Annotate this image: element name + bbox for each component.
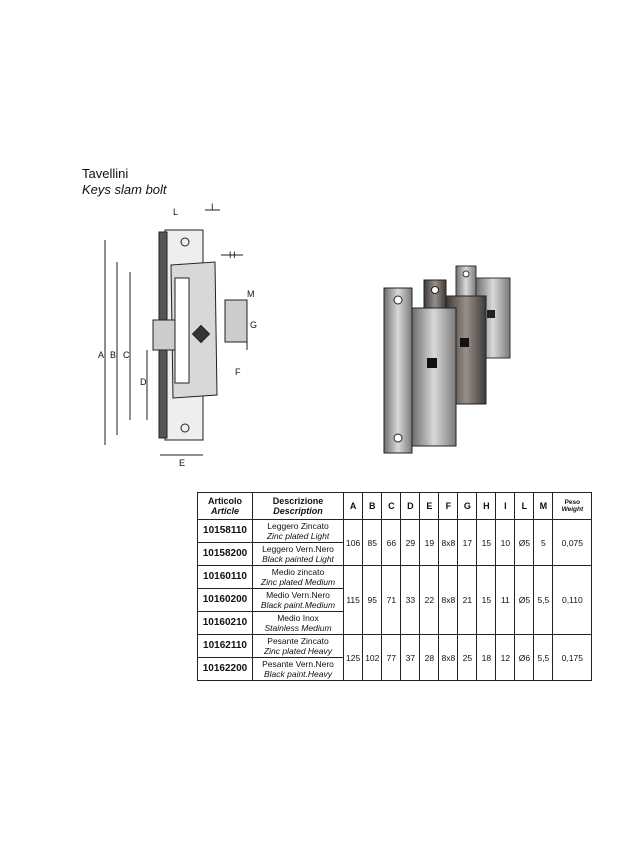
header-i: I — [496, 493, 515, 520]
article-code: 10160210 — [198, 612, 253, 635]
article-code: 10158200 — [198, 543, 253, 566]
header-description-en: Description — [273, 506, 323, 516]
dimension-value: 125 — [344, 635, 363, 681]
description-it: Medio Vern.Nero — [266, 590, 330, 600]
header-article — [198, 493, 253, 520]
article-code: 10162110 — [198, 635, 253, 658]
drawing-label-g: G — [250, 320, 258, 330]
article-code: 10160200 — [198, 589, 253, 612]
description-en: Black paint.Medium — [260, 600, 336, 610]
dimension-value: 5,5 — [534, 635, 553, 681]
description-en: Stainless Medium — [264, 623, 332, 633]
drawing-label-h: H — [229, 250, 236, 260]
dimension-value: 11 — [496, 566, 515, 635]
dimension-value: 10 — [496, 520, 515, 566]
dimension-value: 19 — [420, 520, 439, 566]
description-en: Black painted Light — [262, 554, 334, 564]
drawing-label-c: C — [123, 350, 130, 360]
dimension-value: 102 — [363, 635, 382, 681]
header-article-it: Articolo — [207, 496, 242, 506]
dimension-value: 66 — [382, 520, 401, 566]
header-m: M — [534, 493, 553, 520]
dimension-value: 12 — [496, 635, 515, 681]
description-en: Black paint.Heavy — [263, 669, 333, 679]
dimension-value: Ø6 — [515, 635, 534, 681]
dimension-value: 8x8 — [439, 566, 458, 635]
dimension-value: 0,175 — [553, 635, 592, 681]
drawing-label-a: A — [98, 350, 105, 360]
header-g: G — [458, 493, 477, 520]
dimension-value: 18 — [477, 635, 496, 681]
article-description — [253, 612, 344, 635]
article-code: 10158110 — [198, 520, 253, 543]
header-h: H — [477, 493, 496, 520]
header-article-en: Article — [210, 506, 239, 516]
dimension-value: 22 — [420, 566, 439, 635]
description-en: Zinc plated Heavy — [263, 646, 333, 656]
description-it: Medio Inox — [277, 613, 319, 623]
slam-bolt-large — [384, 288, 456, 453]
dimension-value: 5,5 — [534, 566, 553, 635]
header-description — [253, 493, 344, 520]
header-weight-it: Peso — [564, 499, 581, 506]
dimension-value: 85 — [363, 520, 382, 566]
dimension-value: 37 — [401, 635, 420, 681]
table-body — [198, 520, 592, 681]
table-row — [198, 566, 592, 589]
header-weight — [553, 493, 592, 520]
article-description — [253, 635, 344, 658]
header-a: A — [344, 493, 363, 520]
dimension-value: 15 — [477, 566, 496, 635]
drawing-label-d: D — [140, 377, 147, 387]
dimension-value: 95 — [363, 566, 382, 635]
dimension-value: 0,075 — [553, 520, 592, 566]
dimension-value: 8x8 — [439, 520, 458, 566]
table-row — [198, 520, 592, 543]
description-it: Pesante Zincato — [267, 636, 329, 646]
dimension-value: 17 — [458, 520, 477, 566]
drawing-label-i: I — [211, 202, 214, 212]
table-header-row — [198, 493, 592, 520]
drawing-label-e: E — [179, 458, 186, 468]
article-code: 10162200 — [198, 658, 253, 681]
dimension-value: 15 — [477, 520, 496, 566]
header-l: L — [515, 493, 534, 520]
drawing-label-l: L — [173, 207, 179, 217]
description-en: Zinc plated Light — [266, 531, 330, 541]
header-description-it: Descrizione — [272, 496, 324, 506]
description-en: Zinc plated Medium — [260, 577, 336, 587]
header-weight-en: Weight — [561, 506, 584, 513]
description-it: Leggero Vern.Nero — [262, 544, 334, 554]
technical-drawing — [95, 200, 270, 470]
article-description — [253, 520, 344, 543]
dimension-value: 5 — [534, 520, 553, 566]
article-code: 10160110 — [198, 566, 253, 589]
dimension-value: 21 — [458, 566, 477, 635]
dimension-value: Ø5 — [515, 566, 534, 635]
article-description — [253, 589, 344, 612]
article-description — [253, 658, 344, 681]
dimension-value: Ø5 — [515, 520, 534, 566]
product-photo — [372, 258, 532, 458]
title-italian: Tavellini — [82, 166, 129, 181]
article-description — [253, 543, 344, 566]
header-b: B — [363, 493, 382, 520]
dimension-value: 29 — [401, 520, 420, 566]
header-d: D — [401, 493, 420, 520]
header-c: C — [382, 493, 401, 520]
dimension-value: 115 — [344, 566, 363, 635]
drawing-label-m: M — [247, 289, 255, 299]
description-it: Pesante Vern.Nero — [262, 659, 334, 669]
title-english: Keys slam bolt — [82, 182, 167, 197]
dimension-value: 8x8 — [439, 635, 458, 681]
dimension-value: 71 — [382, 566, 401, 635]
drawing-label-f: F — [235, 367, 241, 377]
table-row — [198, 635, 592, 658]
dimension-value: 25 — [458, 635, 477, 681]
dimension-value: 28 — [420, 635, 439, 681]
header-f: F — [439, 493, 458, 520]
dimension-value: 0,110 — [553, 566, 592, 635]
header-e: E — [420, 493, 439, 520]
page-heading — [82, 166, 167, 198]
description-it: Medio zincato — [271, 567, 325, 577]
drawing-label-b: B — [110, 350, 117, 360]
dimension-value: 106 — [344, 520, 363, 566]
dimension-value: 33 — [401, 566, 420, 635]
description-it: Leggero Zincato — [267, 521, 329, 531]
article-description — [253, 566, 344, 589]
dimension-value: 77 — [382, 635, 401, 681]
specification-table — [197, 492, 592, 681]
